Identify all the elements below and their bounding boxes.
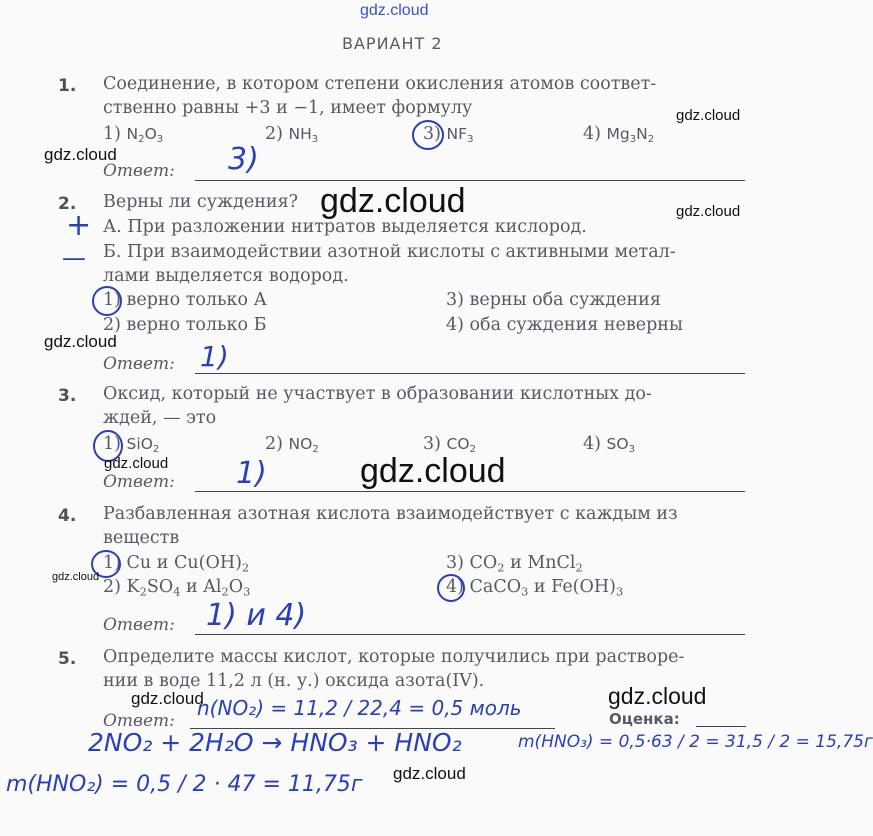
q4-option-2: 2) $K_2SO_4$ и $Al_2O_3$ bbox=[103, 577, 251, 599]
q1-handwritten-answer: 3) bbox=[228, 142, 259, 177]
q1-option-4: 4) $Mg_3N_2$ bbox=[583, 124, 655, 146]
watermark: gdz.cloud bbox=[393, 764, 466, 783]
watermark: gdz.cloud bbox=[52, 571, 100, 583]
q3-text-line1: Оксид, который не участвует в образовании кислотных до- bbox=[103, 384, 652, 404]
q1-number: 1. bbox=[58, 76, 77, 96]
q3-text-line2: ждей, — это bbox=[103, 408, 217, 428]
q2-circle bbox=[93, 287, 121, 315]
q4-text-line1: Разбавленная азотная кислота взаимодействует с каждым из bbox=[103, 504, 678, 524]
watermark: gdz.cloud bbox=[44, 145, 117, 164]
q2-margin-dash: — bbox=[62, 244, 86, 272]
q1-text-line2: ственно равны +3 и −1, имеет формулу bbox=[103, 98, 473, 118]
q3-option-2: 2) $NO_2$ bbox=[265, 434, 319, 456]
q4-option-3: 3) $CO_2$ и MnCl$_2$ bbox=[446, 553, 583, 575]
watermark: gdz.cloud bbox=[608, 683, 707, 709]
handwritten-mass-hno2: m(HNO₂) = 0,5 / 2 · 47 = 11,75г bbox=[6, 772, 363, 797]
top-watermark: gdz.cloud bbox=[360, 2, 429, 19]
q2-option-3: 3) верны оба суждения bbox=[446, 290, 661, 310]
q2-number: 2. bbox=[58, 194, 77, 214]
q2-text-line2: А. При разложении нитратов выделяется кислород. bbox=[103, 217, 587, 237]
q3-answer-label: Ответ: bbox=[103, 472, 175, 492]
q5-number: 5. bbox=[58, 649, 77, 669]
handwritten-equation: 2NO₂ + 2H₂O → HNO₃ + HNO₂ bbox=[88, 728, 462, 757]
q1-option-3: 3) $NF_3$ bbox=[423, 124, 474, 146]
q4-option-1: 1) Cu и $Cu(OH)_2$ bbox=[103, 553, 250, 575]
watermark: gdz.cloud bbox=[131, 689, 204, 708]
q2-text-line1: Верны ли суждения? bbox=[103, 192, 298, 212]
watermark: gdz.cloud bbox=[676, 107, 741, 124]
watermark: gdz.cloud bbox=[44, 332, 117, 351]
q1-option-1: 1) $N_2O_3$ bbox=[103, 124, 164, 146]
q2-text-line4: лами выделяется водород. bbox=[103, 266, 349, 286]
q4-text-line2: веществ bbox=[103, 528, 180, 548]
q1-text-line1: Соединение, в котором степени окисления атомов соответ- bbox=[103, 74, 657, 94]
q1-circle bbox=[413, 121, 443, 149]
q3-option-3: 3) $CO_2$ bbox=[423, 434, 476, 456]
grade-label: Оценка: bbox=[609, 710, 680, 728]
watermark: gdz.cloud bbox=[104, 455, 169, 472]
q4-handwritten-answer: 1) и 4) bbox=[206, 598, 307, 633]
q1-answer-label: Ответ: bbox=[103, 161, 175, 181]
q2-answer-label: Ответ: bbox=[103, 354, 175, 374]
q2-margin-plus: + bbox=[66, 208, 92, 243]
variant-title: ВАРИАНТ 2 bbox=[342, 34, 443, 53]
watermark: gdz.cloud bbox=[360, 452, 506, 490]
q5-text-line2: нии в воде 11,2 л (н. у.) оксида азота(IV). bbox=[103, 671, 485, 691]
q5-text-line1: Определите массы кислот, которые получились при растворе- bbox=[103, 647, 685, 667]
q1-option-2: 2) $NH_3$ bbox=[265, 124, 319, 146]
q2-option-2: 2) верно только Б bbox=[103, 315, 267, 335]
q2-option-4: 4) оба суждения неверны bbox=[446, 315, 683, 335]
watermark: gdz.cloud bbox=[320, 182, 466, 220]
q3-option-1: 1) SiO$_2$ bbox=[103, 434, 160, 456]
watermark: gdz.cloud bbox=[676, 203, 741, 220]
q2-text-line3: Б. При взаимодействии азотной кислоты с активными метал- bbox=[103, 242, 676, 262]
q4-circle-4 bbox=[438, 575, 464, 601]
q3-option-4: 4) $SO_3$ bbox=[583, 434, 635, 456]
q5-handwritten-answer: n(NO₂) = 11,2 / 22,4 = 0,5 моль bbox=[197, 696, 522, 720]
q4-number: 4. bbox=[58, 506, 77, 526]
q2-handwritten-answer: 1) bbox=[200, 340, 229, 373]
q3-handwritten-answer: 1) bbox=[236, 456, 267, 491]
q3-number: 3. bbox=[58, 386, 77, 406]
q4-answer-label: Ответ: bbox=[103, 615, 175, 635]
q4-option-4: 4) CaCO$_3$ и $Fe(OH)_3$ bbox=[446, 577, 624, 599]
handwritten-mass-hno3: m(HNO₃) = 0,5·63 / 2 = 31,5 / 2 = 15,75г bbox=[518, 732, 873, 752]
q5-answer-label: Ответ: bbox=[103, 711, 175, 731]
q2-option-1: 1) верно только А bbox=[103, 290, 267, 310]
